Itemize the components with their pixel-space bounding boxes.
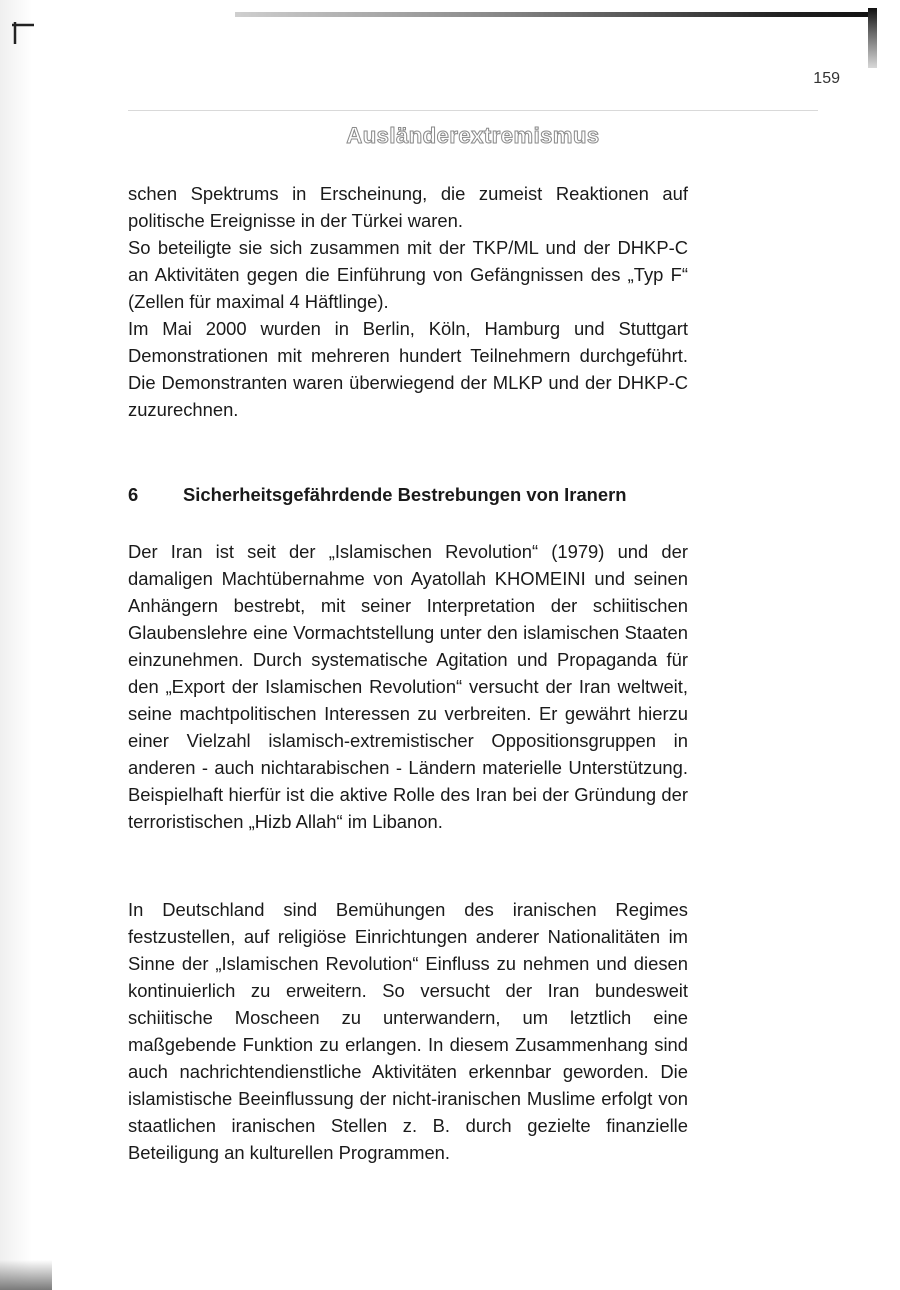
page-number: 159 bbox=[813, 70, 840, 87]
scan-bottom-left-shadow bbox=[0, 1260, 52, 1290]
section-number: 6 bbox=[128, 484, 139, 505]
paragraph: In Deutschland sind Bemühungen des iranischen Regimes festzustellen, auf religiöse Einrichtungen anderer Nationalitäten im Sinne der „Islamischen Revolution“ Einfluss zu nehmen und diesen kontinuierlich zu erweitern. So versucht der Iran bundesweit schiitische Moscheen zu unterwandern, um letztlich eine maßgebende Funktion zu erlangen. In diesem Zusammenhang sind auch nachrichtendienstliche Aktivitäten erkennbar geworden. Die islamistische Beeinflussung der nicht-iranischen Muslime erfolgt von staatlichen iranischen Stellen z. B. durch gezielte finanzielle Beteiligung an kulturellen Programmen. bbox=[128, 899, 688, 1163]
paragraph: Im Mai 2000 wurden in Berlin, Köln, Hamburg und Stuttgart Demonstrationen mit mehreren hundert Teilnehmern durchgeführt. Die Demonstranten waren überwiegend der MLKP und der DHKP-C zuzurechnen. bbox=[128, 318, 688, 420]
section-title: Sicherheitsgefährdende Bestrebungen von Iranern bbox=[183, 484, 627, 505]
paragraph: Der Iran ist seit der „Islamischen Revolution“ (1979) und der damaligen Machtübernahme von Ayatollah KHOMEINI und seinen Anhängern bestrebt, mit seiner Interpretation der schiitischen Glaubenslehre eine Vormachtstellung unter den islamischen Staaten einzunehmen. Durch systematische Agitation und Propaganda für den „Export der Islamischen Revolution“ versucht der Iran weltweit, seine machtpolitischen Interessen zu verbreiten. Er gewährt hierzu einer Vielzahl islamisch-extremistischer Oppositionsgruppen in anderen - auch nichtarabischen - Ländern materielle Unterstützung. Beispielhaft hierfür ist die aktive Rolle des Iran bei der Gründung der terroristischen „Hizb Allah“ im Libanon. bbox=[128, 541, 688, 832]
section-heading bbox=[128, 484, 728, 506]
scan-left-edge bbox=[0, 0, 40, 1290]
text-block-2 bbox=[128, 538, 688, 835]
scan-right-edge bbox=[868, 8, 877, 68]
crop-mark bbox=[12, 22, 34, 44]
text-block-3 bbox=[128, 896, 688, 1166]
text-block-1 bbox=[128, 180, 688, 423]
scan-top-edge bbox=[235, 12, 875, 17]
header-rule bbox=[128, 110, 818, 111]
paragraph: schen Spektrums in Erscheinung, die zumeist Reaktionen auf politische Ereignisse in der Türkei waren. bbox=[128, 183, 688, 231]
running-head: Ausländerextremismus bbox=[346, 123, 600, 148]
paragraph: So beteiligte sie sich zusammen mit der TKP/ML und der DHKP-C an Aktivitäten gegen die Einführung von Gefängnissen des „Typ F“ (Zellen für maximal 4 Häftlinge). bbox=[128, 237, 688, 312]
